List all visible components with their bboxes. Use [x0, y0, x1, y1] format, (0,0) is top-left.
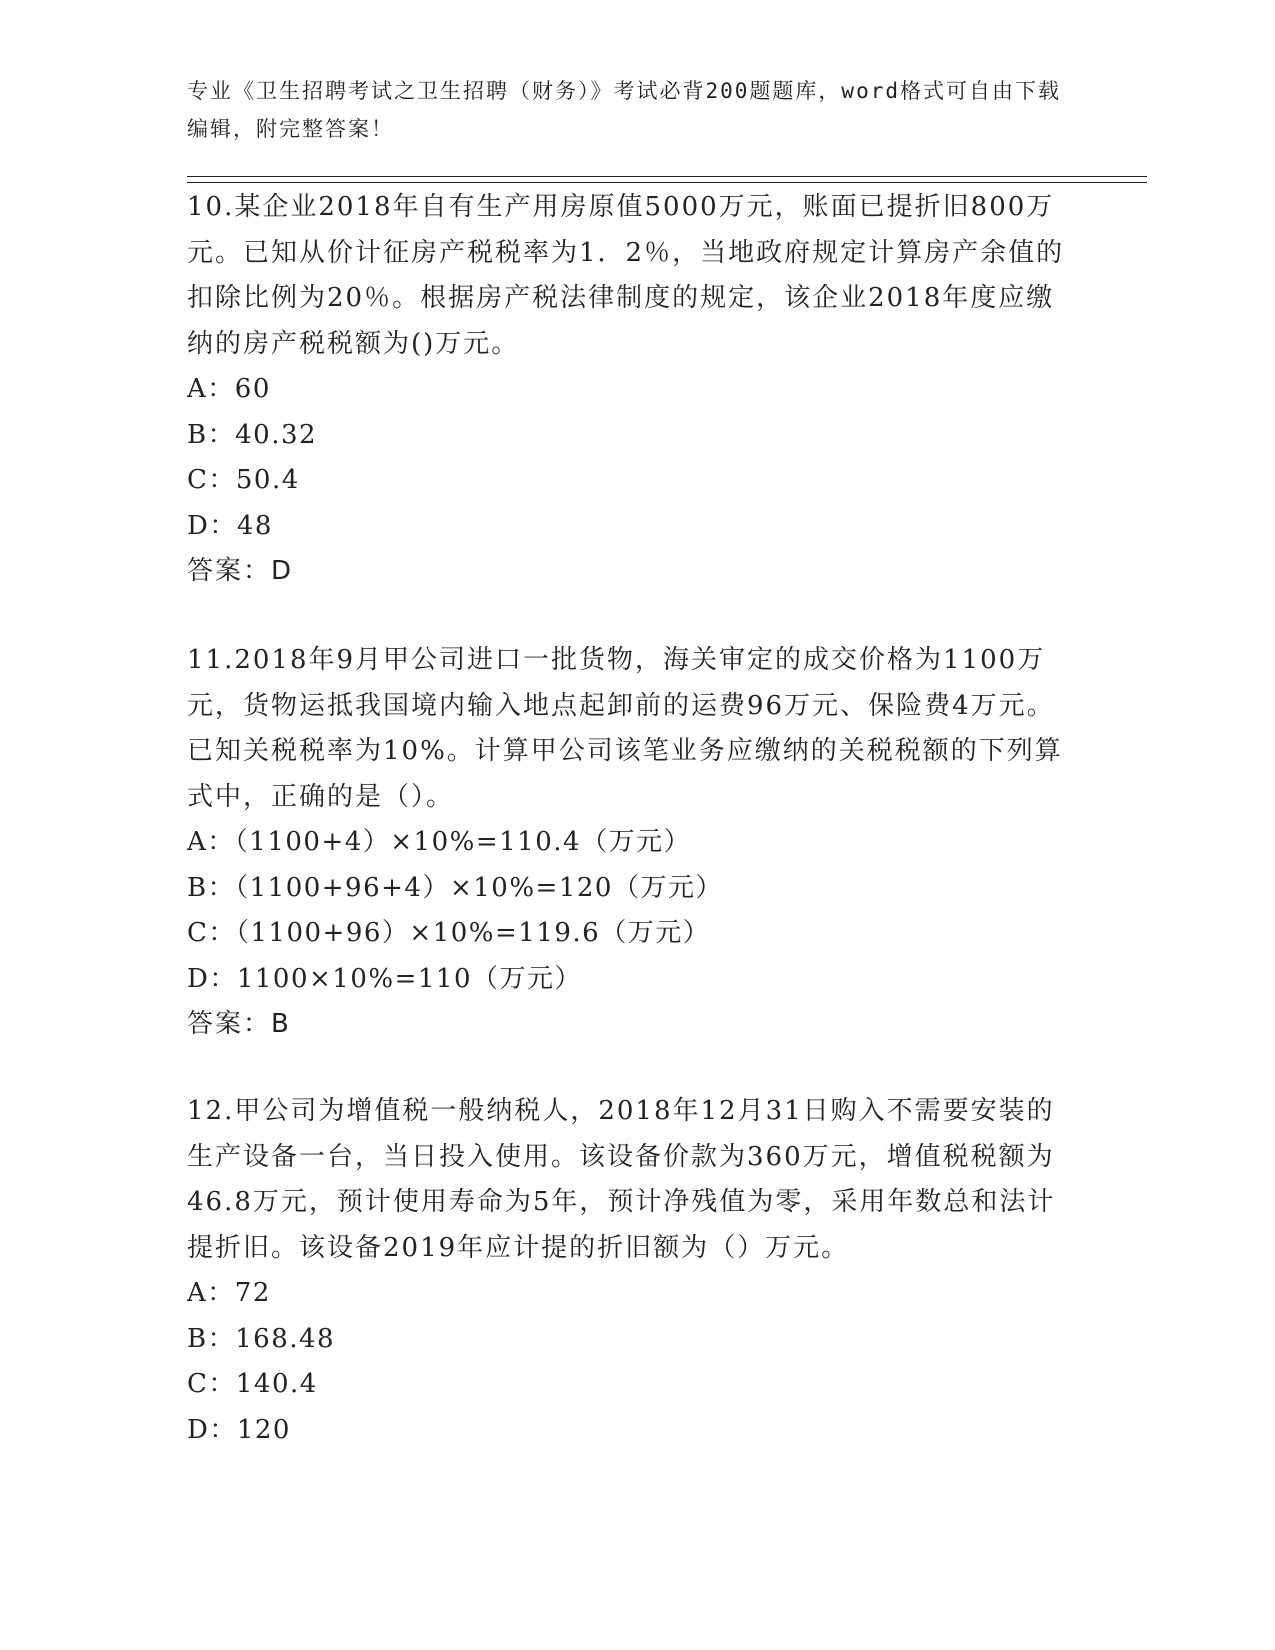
- option-c: C：（1100+96）×10%=119.6（万元）: [187, 918, 711, 948]
- option-a: A：60: [187, 374, 271, 404]
- header-divider-bottom: [187, 182, 1147, 183]
- question-10: [187, 185, 1077, 595]
- option-c: C：140.4: [187, 1369, 318, 1399]
- header-divider-top: [187, 176, 1147, 177]
- option-b: B：40.32: [187, 419, 318, 450]
- option-b: B：（1100+96+4）×10%=120（万元）: [187, 872, 723, 903]
- question-11: [187, 638, 1077, 1048]
- option-d: D：1100×10%=110（万元）: [187, 963, 582, 994]
- option-d: D：48: [187, 510, 273, 541]
- option-d: D：120: [187, 1414, 291, 1445]
- question-stem: 12.甲公司为增值税一般纳税人，2018年12月31日购入不需要安装的生产设备一台，当日投入使用。该设备价款为360万元，增值税税额为46.8万元，预计使用寿命为5年，预计净残值为零，采用年数总和法计提折旧。该设备2019年应计提的折旧额为（）万元。: [187, 1096, 1056, 1263]
- question-stem: 10.某企业2018年自有生产用房原值5000万元，账面已提折旧800万元。已知从价计征房产税税率为1．2％，当地政府规定计算房产余值的扣除比例为20％。根据房产税法律制度的规定，该企业2018年度应缴纳的房产税税额为()万元。: [187, 192, 1065, 359]
- option-a: A：（1100+4）×10%=110.4（万元）: [187, 827, 692, 857]
- answer-line: 答案：D: [187, 556, 294, 586]
- question-stem: 11.2018年9月甲公司进口一批货物，海关审定的成交价格为1100万元，货物运抵我国境内输入地点起卸前的运费96万元、保险费4万元。已知关税税率为10%。计算甲公司该笔业务应缴纳的关税税额的下列算式中，正确的是（）。: [187, 645, 1063, 812]
- question-12: [187, 1089, 1077, 1453]
- option-a: A：72: [187, 1278, 271, 1308]
- option-b: B：168.48: [187, 1323, 336, 1354]
- answer-line: 答案：B: [187, 1009, 291, 1039]
- document-header: 专业《卫生招聘考试之卫生招聘（财务）》考试必背200题题库，word格式可自由下载编辑，附完整答案！: [187, 79, 1061, 141]
- option-c: C：50.4: [187, 465, 300, 495]
